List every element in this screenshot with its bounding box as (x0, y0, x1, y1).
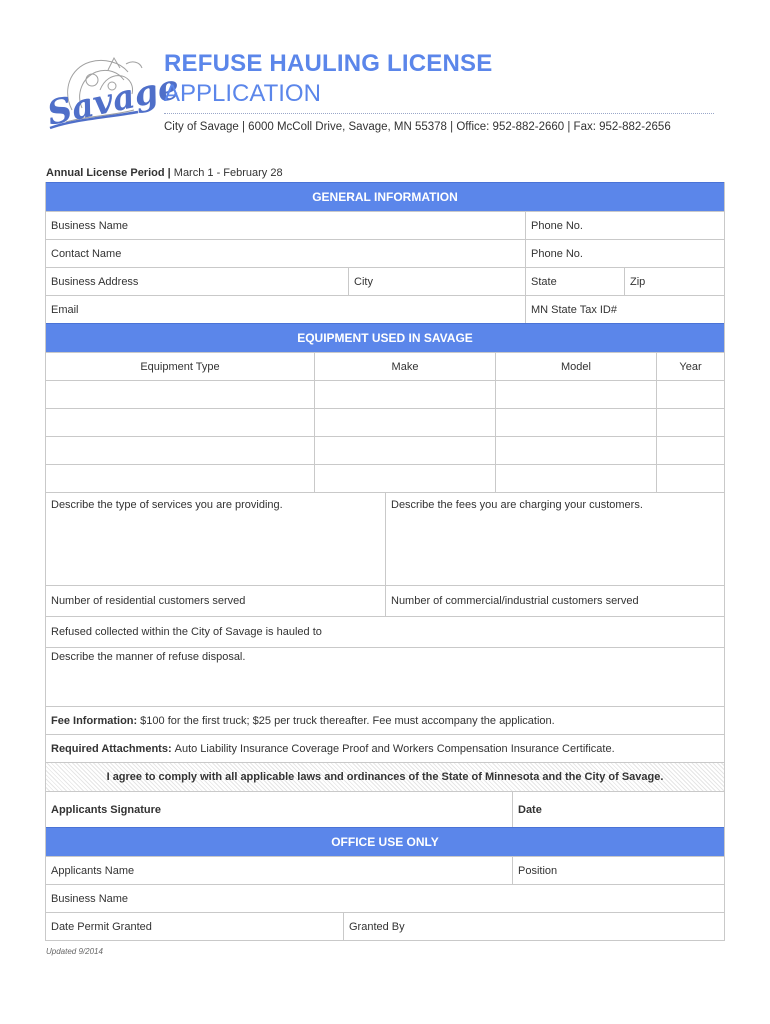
row-address (46, 267, 724, 295)
model-cell[interactable] (495, 381, 656, 408)
phone-field-1[interactable]: Phone No. (525, 212, 724, 239)
describe-services-field[interactable]: Describe the type of services you are providing. (51, 499, 283, 511)
column-model: Model (495, 353, 656, 380)
year-cell[interactable] (656, 409, 724, 436)
year-cell[interactable] (656, 437, 724, 464)
office-business-name-field[interactable]: Business Name (51, 892, 129, 905)
make-cell[interactable] (314, 381, 495, 408)
make-cell[interactable] (314, 437, 495, 464)
equipment-type-cell[interactable] (46, 437, 314, 464)
zip-field[interactable]: Zip (624, 268, 724, 295)
equipment-row (46, 436, 724, 464)
signature-date-field[interactable]: Date (512, 792, 724, 827)
equipment-header-row (46, 352, 724, 380)
make-cell[interactable] (314, 409, 495, 436)
row-describe (46, 492, 724, 585)
required-attachments-text: Auto Liability Insurance Coverage Proof and Workers Compensation Insurance Certificate. (174, 742, 615, 755)
equipment-row (46, 408, 724, 436)
fee-information-label: Fee Information: (51, 714, 138, 727)
make-cell[interactable] (314, 465, 495, 492)
license-period (46, 167, 283, 179)
applicant-signature-field[interactable]: Applicants Signature (51, 803, 162, 816)
tax-id-field[interactable]: MN State Tax ID# (525, 296, 724, 323)
business-address-field[interactable]: Business Address (51, 275, 139, 288)
refuse-disposal-field[interactable]: Describe the manner of refuse disposal. (51, 651, 246, 663)
column-equipment-type: Equipment Type (140, 360, 220, 373)
column-make: Make (314, 353, 495, 380)
residential-customers-field[interactable]: Number of residential customers served (51, 595, 246, 607)
agreement-statement: I agree to comply with all applicable laws and ordinances of the State of Minnesota and the City of Savage. (46, 762, 724, 791)
row-business-name (46, 211, 724, 239)
equipment-row (46, 464, 724, 492)
business-name-field[interactable]: Business Name (51, 219, 129, 232)
hauled-to-field[interactable]: Refused collected within the City of Savage is hauled to (51, 626, 322, 638)
date-permit-granted-field[interactable]: Date Permit Granted (51, 920, 152, 933)
fee-information (46, 707, 724, 734)
row-applicant-name (46, 856, 724, 884)
office-use-heading: OFFICE USE ONLY (46, 827, 724, 856)
svg-text:Savage: Savage (43, 66, 183, 134)
state-field[interactable]: State (525, 268, 624, 295)
phone-field-2[interactable]: Phone No. (525, 240, 724, 267)
form-subtitle: APPLICATION (164, 80, 321, 107)
row-contact-name (46, 239, 724, 267)
commercial-customers-field[interactable]: Number of commercial/industrial customers served (385, 586, 724, 616)
city-field[interactable]: City (348, 268, 525, 295)
row-permit (46, 912, 724, 940)
email-field[interactable]: Email (51, 303, 79, 316)
row-attachments (46, 734, 724, 762)
applicant-name-field[interactable]: Applicants Name (51, 864, 135, 877)
row-signature (46, 791, 724, 827)
city-contact-info: City of Savage | 6000 McColl Drive, Savage, MN 55378 | Office: 952-882-2660 | Fax: 952-882-2656 (164, 121, 671, 133)
equipment-heading: EQUIPMENT USED IN SAVAGE (46, 323, 724, 352)
equipment-type-cell[interactable] (46, 409, 314, 436)
model-cell[interactable] (495, 437, 656, 464)
updated-date: Updated 9/2014 (46, 947, 103, 956)
row-office-business-name (46, 884, 724, 912)
contact-name-field[interactable]: Contact Name (51, 247, 122, 260)
equipment-row (46, 380, 724, 408)
row-hauled-to (46, 616, 724, 647)
describe-fees-field[interactable]: Describe the fees you are charging your customers. (385, 493, 724, 585)
header-divider (164, 113, 714, 114)
model-cell[interactable] (495, 409, 656, 436)
row-customers (46, 585, 724, 616)
year-cell[interactable] (656, 465, 724, 492)
fee-information-text: $100 for the first truck; $25 per truck thereafter. Fee must accompany the application. (140, 714, 555, 727)
required-attachments (46, 735, 724, 762)
position-field[interactable]: Position (512, 857, 724, 884)
granted-by-field[interactable]: Granted By (343, 913, 724, 940)
model-cell[interactable] (495, 465, 656, 492)
city-logo (42, 50, 183, 140)
row-disposal (46, 647, 724, 706)
equipment-type-cell[interactable] (46, 465, 314, 492)
license-period-label: Annual License Period | (46, 167, 171, 179)
form-title: REFUSE HAULING LICENSE (164, 50, 493, 77)
column-year: Year (656, 353, 724, 380)
license-period-value: March 1 - February 28 (170, 167, 283, 179)
general-information-heading: GENERAL INFORMATION (46, 182, 724, 211)
year-cell[interactable] (656, 381, 724, 408)
equipment-type-cell[interactable] (46, 381, 314, 408)
required-attachments-label: Required Attachments: (51, 742, 172, 755)
row-fee-info (46, 706, 724, 734)
application-form (45, 182, 725, 941)
row-email (46, 295, 724, 323)
